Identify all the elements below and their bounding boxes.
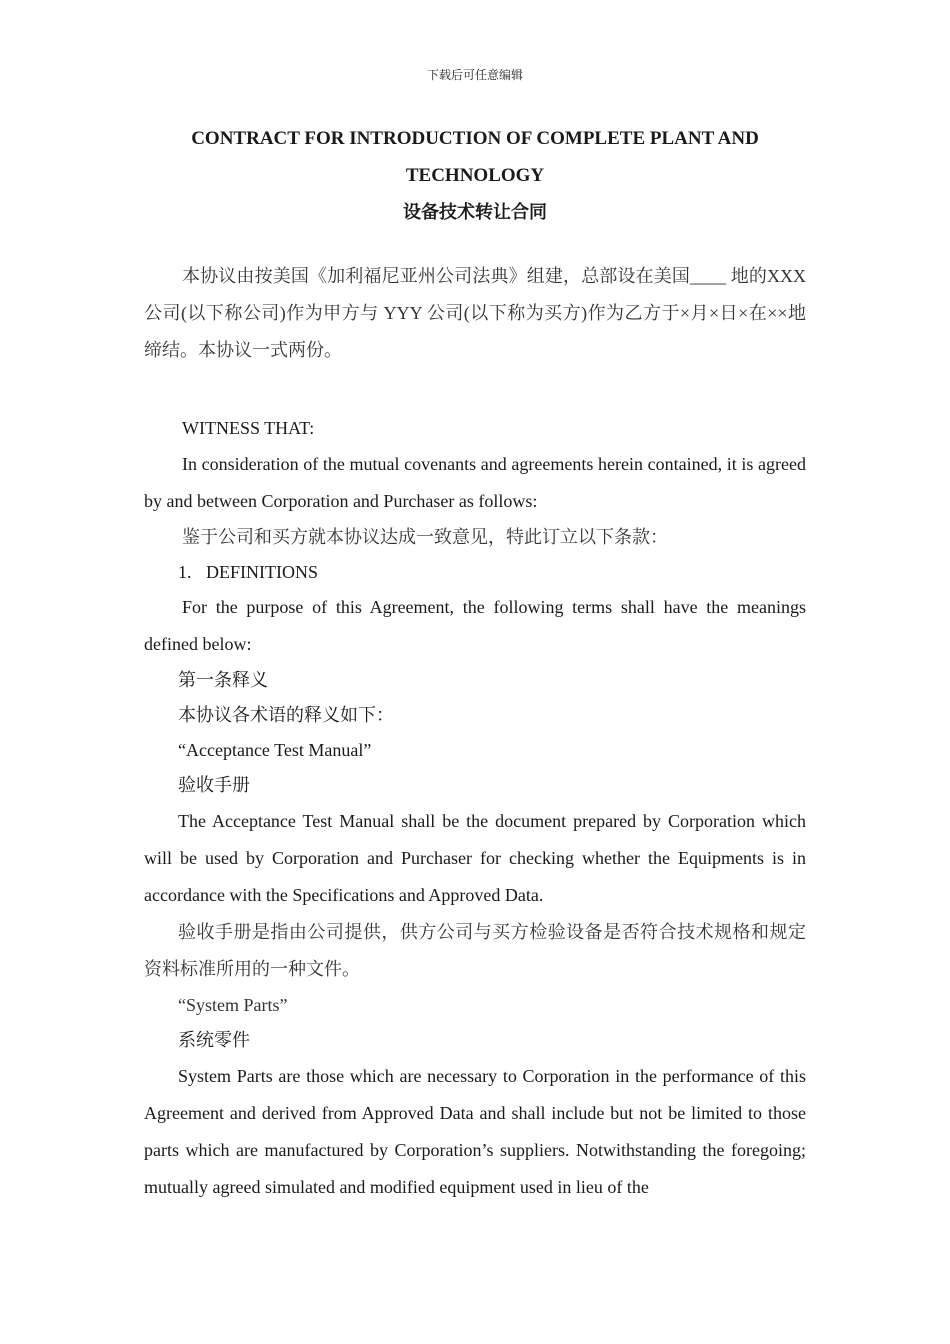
consideration-paragraph-cn: 鉴于公司和买方就本协议达成一致意见，特此订立以下条款： (182, 527, 668, 547)
term-acceptance-test-manual-cn: 验收手册 (178, 775, 250, 795)
spacer (144, 369, 806, 397)
term-acceptance-test-manual-definition-cn: 验收手册是指由公司提供，供方公司与买方检验设备是否符合技术规格和规定资料标准所用的一种文件。 (144, 922, 806, 979)
title-en-line2: TECHNOLOGY (405, 165, 545, 186)
term-acceptance-test-manual-definition-en: The Acceptance Test Manual shall be the document prepared by Corporation which will be used by Corporation and Purchaser for checking whether the Equipments is in accordance with the Specifications and Approved Data. (144, 811, 806, 905)
title-cn: 设备技术转让合同 (403, 202, 547, 222)
title-en-line1: CONTRACT FOR INTRODUCTION OF COMPLETE PLANT AND (191, 128, 759, 149)
witness-heading: WITNESS THAT: (182, 418, 315, 438)
section-title: DEFINITIONS (206, 562, 318, 582)
section-number: 1. (178, 562, 192, 582)
term-system-parts-cn: 系统零件 (178, 1030, 250, 1050)
section-heading-definitions (144, 555, 806, 589)
intro-paragraph-cn: 本协议由按美国《加利福尼亚州公司法典》组建，总部设在美国____ 地的XXX 公司(以下称公司)作为甲方与 YYY 公司(以下称为买方)作为乙方于×月×日×在××地缔结。本协议一式两份。 (144, 266, 806, 360)
term-acceptance-test-manual: “Acceptance Test Manual” (178, 740, 372, 760)
header-note: 下载后可任意编辑 (426, 68, 523, 82)
term-system-parts-definition-en: System Parts are those which are necessary to Corporation in the performance of this Agreement and derived from Approved Data and shall include but not be limited to those parts which are manufactured by Corporation’s suppliers. Notwithstanding the foregoing; mutually agreed simulated and modified equipment used in lieu of the (144, 1066, 806, 1197)
term-system-parts: “System Parts” (178, 995, 288, 1015)
document-body (144, 258, 806, 1206)
definitions-paragraph-en: For the purpose of this Agreement, the following terms shall have the meanings defined below: (144, 597, 806, 654)
consideration-paragraph-en: In consideration of the mutual covenants and agreements herein contained, it is agreed by and between Corporation and Purchaser as follows: (144, 454, 806, 511)
document-title (144, 120, 806, 231)
article1-cn: 第一条释义 (178, 670, 268, 690)
terms-intro-cn: 本协议各术语的释义如下： (178, 705, 394, 725)
